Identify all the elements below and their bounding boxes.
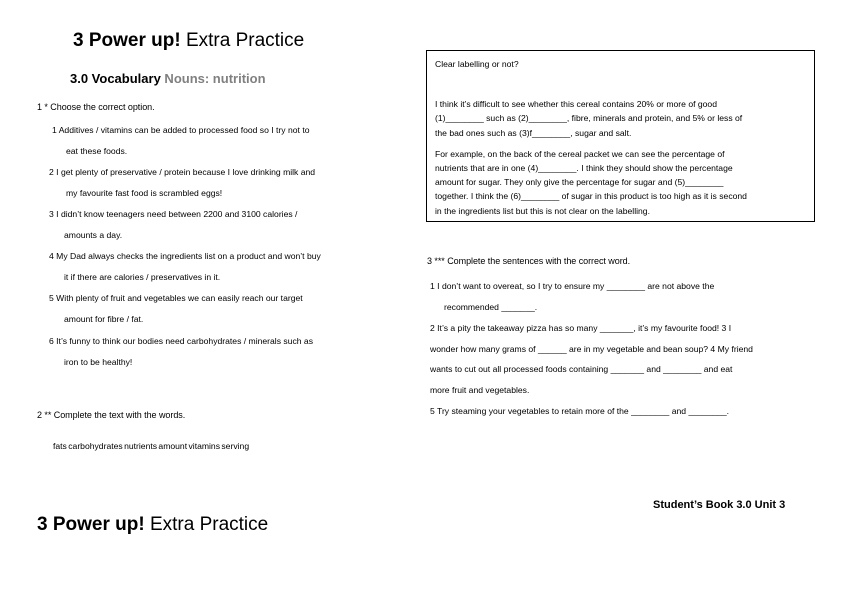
- exercise-1-line: amounts a day.: [64, 230, 123, 240]
- exercise-3-line: wonder how many grams of ______ are in my vegetable and bean soup? 4 My friend: [430, 344, 753, 354]
- box-title: Clear labelling or not?: [435, 59, 519, 69]
- exercise-3-instruction: 3 *** Complete the sentences with the correct word.: [427, 256, 631, 266]
- box-line: in the ingredients list but this is not clear on the labelling.: [435, 206, 650, 216]
- book-reference: Student’s Book 3.0 Unit 3: [653, 499, 786, 511]
- exercise-3-line: recommended _______.: [444, 302, 538, 312]
- exercise-1-line: 6 It’s funny to think our bodies need carbohydrates / minerals such as: [49, 336, 314, 346]
- box-line: together. I think the (6)________ of sugar in this product is too high as it is second: [435, 191, 747, 201]
- box-line: amount for sugar. They only give the percentage for sugar and (5)________: [435, 177, 724, 187]
- exercise-1-line: eat these foods.: [66, 146, 128, 156]
- word-bank: fats carbohydrates nutrients amount vitamins serving: [53, 441, 250, 451]
- exercise-1-line: 5 With plenty of fruit and vegetables we can easily reach our target: [49, 293, 303, 303]
- section-heading: 3.0 Vocabulary Nouns: nutrition: [70, 71, 266, 86]
- exercise-3-line: 2 It’s a pity the takeaway pizza has so many _______, it’s my favourite food! 3 I: [430, 323, 732, 333]
- exercise-3-line: more fruit and vegetables.: [430, 385, 530, 395]
- exercise-3-line: 1 I don’t want to overeat, so I try to ensure my ________ are not above the: [430, 281, 715, 291]
- box-line: the bad ones such as (3)f________, sugar and salt.: [435, 128, 632, 138]
- exercise-2-instruction: 2 ** Complete the text with the words.: [37, 410, 186, 420]
- exercise-1-line: 2 I get plenty of preservative / protein because I love drinking milk and: [49, 167, 316, 177]
- exercise-3-line: wants to cut out all processed foods containing _______ and ________ and eat: [430, 364, 733, 374]
- exercise-1-instruction: 1 * Choose the correct option.: [37, 102, 155, 112]
- box-line: nutrients that are in one (4)________. I think they should show the percentage: [435, 163, 733, 173]
- box-line: I think it’s difficult to see whether this cereal contains 20% or more of good: [435, 99, 717, 109]
- page-title: 3 Power up! Extra Practice: [73, 30, 305, 51]
- exercise-1-line: 1 Additives / vitamins can be added to processed food so I try not to: [52, 125, 310, 135]
- footer-title: 3 Power up! Extra Practice: [37, 514, 269, 535]
- exercise-1-line: my favourite fast food is scrambled eggs!: [66, 188, 223, 198]
- exercise-1-line: 3 I didn’t know teenagers need between 2200 and 3100 calories /: [49, 209, 298, 219]
- box-line: For example, on the back of the cereal packet we can see the percentage of: [435, 149, 725, 159]
- exercise-1-line: iron to be healthy!: [64, 357, 133, 367]
- box-line: (1)________ such as (2)________, fibre, minerals and protein, and 5% or less of: [435, 113, 743, 123]
- exercise-1-line: amount for fibre / fat.: [64, 314, 144, 324]
- exercise-3-line: 5 Try steaming your vegetables to retain more of the ________ and ________.: [430, 406, 730, 416]
- exercise-1-line: 4 My Dad always checks the ingredients list on a product and won’t buy: [49, 251, 321, 261]
- exercise-1-line: it if there are calories / preservatives in it.: [64, 272, 221, 282]
